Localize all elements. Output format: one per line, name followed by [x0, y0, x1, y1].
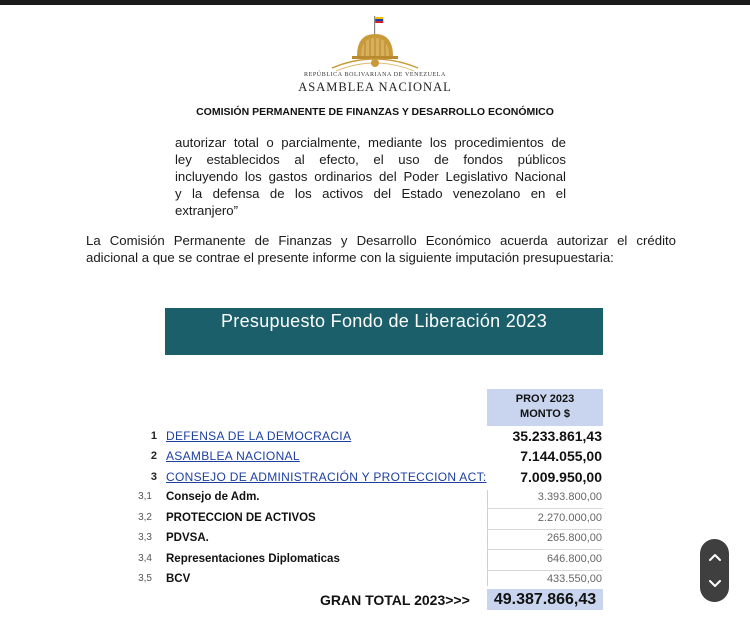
row-amount: 35.233.861,43 [512, 428, 602, 444]
quote-paragraph [175, 134, 566, 219]
row-amount: 2.270.000,00 [537, 512, 602, 524]
commission-title: COMISIÓN PERMANENTE DE FINANZAS Y DESARROLLO ECONÓMICO [196, 106, 554, 118]
row-amount: 646.800,00 [546, 553, 602, 565]
row-number: 3,2 [138, 512, 152, 523]
row-label: BCV [166, 573, 191, 585]
national-assembly-emblem-icon [330, 16, 420, 78]
chevron-down-icon [709, 580, 721, 588]
row-number: 3,1 [138, 491, 152, 502]
table-gridline [487, 549, 603, 550]
quote-line: ley establecidos al efecto, el uso de fondos públicos [175, 152, 566, 167]
row-number: 3,4 [138, 553, 152, 564]
quote-line: autorizar total o parcialmente, mediante los procedimientos de [175, 135, 566, 150]
row-amount: 433.550,00 [546, 573, 602, 585]
grand-total-label: GRAN TOTAL 2023>>> [320, 592, 470, 608]
row-number: 3 [150, 471, 157, 483]
row-number: 2 [150, 450, 157, 462]
row-number: 3,5 [138, 573, 152, 584]
row-amount: 7.144.055,00 [520, 448, 602, 464]
budget-title: Presupuesto Fondo de Liberación 2023 [220, 311, 548, 331]
amount-column-header [487, 389, 603, 426]
quote-line: y la defensa de los activos del Estado venezolano en el [175, 186, 566, 201]
table-gridline [487, 508, 603, 509]
agreement-line: adicional a que se contrae el presente informe con la siguiente imputación presupuestaria: [86, 250, 614, 265]
row-label: Consejo de Adm. [166, 491, 260, 503]
table-gridline [487, 529, 603, 530]
scroll-down-button[interactable] [700, 572, 729, 596]
budget-title-banner [165, 308, 603, 355]
grand-total-value: 49.387.866,43 [487, 589, 603, 610]
row-number: 1 [150, 430, 157, 442]
column-header-year: PROY 2023 [515, 393, 575, 405]
agreement-line: La Comisión Permanente de Finanzas y Desarrollo Económico acuerda autorizar el crédito [86, 233, 676, 248]
row-number: 3,3 [138, 532, 152, 543]
agreement-paragraph [86, 232, 676, 266]
assembly-name: ASAMBLEA NACIONAL [298, 80, 452, 94]
scroll-control [700, 539, 729, 602]
top-edge-bar [0, 0, 750, 5]
row-label: PDVSA. [166, 532, 209, 544]
scroll-up-button[interactable] [700, 545, 729, 569]
row-amount: 3.393.800,00 [537, 491, 602, 503]
row-amount: 7.009.950,00 [520, 469, 602, 485]
row-label-link[interactable]: CONSEJO DE ADMINISTRACIÓN Y PROTECCION ACT: [166, 470, 487, 484]
republic-name: REPÚBLICA BOLIVARIANA DE VENEZUELA [303, 72, 446, 78]
table-divider [487, 490, 488, 586]
row-label: Representaciones Diplomaticas [166, 553, 340, 565]
row-amount: 265.800,00 [546, 532, 602, 544]
column-header-unit: MONTO $ [520, 408, 570, 420]
row-label-link[interactable]: DEFENSA DE LA DEMOCRACIA [166, 429, 352, 443]
table-gridline [487, 570, 603, 571]
chevron-up-icon [709, 553, 721, 561]
row-label-link[interactable]: ASAMBLEA NACIONAL [166, 449, 300, 463]
row-label: PROTECCION DE ACTIVOS [166, 512, 316, 524]
quote-line: extranjero” [175, 203, 239, 218]
quote-line: incluyendo los gastos ordinarios del Poder Legislativo Nacional [175, 169, 566, 184]
